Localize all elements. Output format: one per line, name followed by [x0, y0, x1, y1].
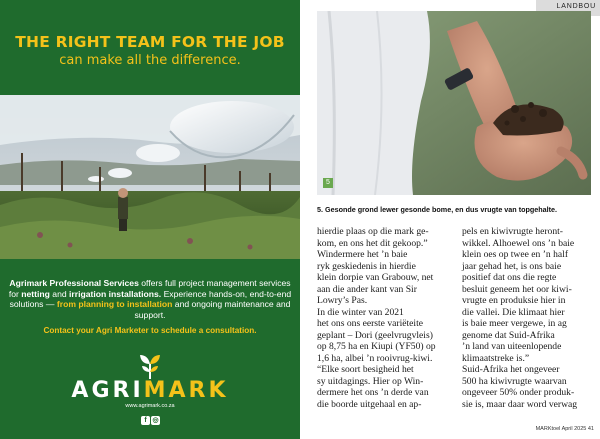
text-line: wikkel. Alhoewel ons ’n baie — [462, 237, 575, 249]
ad-subheadline: can make all the difference. — [59, 53, 241, 68]
text-line: 1,6 ha, albei ’n rooivrug-kiwi. — [317, 352, 433, 364]
text-line: Suid-Afrika het ongeveer — [462, 364, 560, 375]
text-line: Lowry’s Pas. — [317, 295, 368, 306]
ad-body-part: offers full project management services for — [8, 278, 291, 299]
text-line: genome dat Suid-Afrika — [462, 329, 555, 341]
text-line: die vallei. Die klimaat hier — [462, 306, 565, 318]
photo-caption: 5. Gesonde grond lewer gesonde bome, en dus vrugte van topgehalte. — [317, 205, 558, 214]
text-line: die boorde uitgehaal en ap- — [317, 398, 422, 410]
ad-netting: netting — [21, 288, 50, 299]
ad-irrigation: irrigation installations. — [69, 288, 162, 299]
section-label: LANDBOU — [556, 3, 596, 10]
text-line: vrugte en produksie hier in — [462, 295, 566, 306]
logo-part-mark: MARK — [143, 378, 229, 403]
soil-in-hand-photo — [317, 11, 591, 195]
text-line: aan die ander kant van Sir — [317, 283, 417, 295]
ad-call-to-action: Contact your Agri Marketer to schedule a consultation. — [43, 326, 257, 335]
text-line: ’n land van uiteenlopende — [462, 341, 562, 352]
text-line: 500 ha kiwivrugte waarvan — [462, 375, 567, 387]
text-line: positief dat ons die regte — [462, 272, 557, 283]
ad-body-part: and ongoing maintenance and support. — [134, 299, 291, 320]
text-line: klein dorpie van Grabouw, net — [317, 272, 434, 283]
ad-brand-name: Agrimark Professional Services — [9, 278, 139, 288]
text-line: klein oes op twee en ’n half — [462, 249, 569, 260]
ad-body-part: and — [49, 288, 70, 299]
text-line: geplant – Dori (geelvrugvleis) — [317, 329, 433, 341]
text-line: het ons ons eerste variëteite — [317, 318, 424, 329]
logo-part-agri: AGRI — [71, 378, 144, 403]
text-line: is baie meer vergewe, in ag — [462, 318, 567, 329]
ad-planning: from planning to installation — [56, 299, 173, 310]
text-line: ryk geskiedenis in hierdie — [317, 260, 416, 272]
text-line: ongeveer 50% onder produk- — [462, 387, 575, 398]
text-line: op 8,75 ha en Kiupi (YF50) op — [317, 341, 436, 352]
text-line: dermere het ons ’n derde van — [317, 387, 429, 398]
article-column-1 — [317, 226, 455, 410]
text-line: pels en kiwivrugte heront- — [462, 226, 563, 237]
text-line: “Elke soort besigheid het — [317, 364, 414, 375]
text-line: sie is, maar daar word verwag — [462, 398, 578, 410]
agrimark-leaf-icon — [137, 352, 163, 380]
page-footer: MARKtoel April 2025 41 — [535, 426, 594, 432]
text-line: besluit geneem het oor kiwi- — [462, 283, 572, 295]
text-line: jaar gehad het, is ons baie — [462, 260, 562, 272]
facebook-icon[interactable]: f — [141, 416, 150, 425]
text-line: kom, en ons het dit gekoop.” — [317, 237, 428, 249]
article-column-2 — [462, 226, 600, 410]
ad-body-part: Experience hands-on, end-to-end solutions — — [9, 288, 292, 310]
text-line: In die winter van 2021 — [317, 306, 404, 318]
text-line: sy uitdagings. Hier op Win- — [317, 375, 424, 387]
ad-headline: THE RIGHT TEAM FOR THE JOB — [15, 33, 285, 51]
instagram-icon[interactable]: ◎ — [152, 417, 159, 424]
ad-body-text — [8, 278, 292, 320]
ad-website-url[interactable]: www.agrimark.co.za — [125, 403, 175, 409]
text-line: hierdie plaas op die mark ge- — [317, 226, 429, 237]
agrimark-logo — [0, 378, 300, 403]
photo-number-badge: 5 — [323, 178, 333, 188]
text-line: klimaatstreke is.” — [462, 352, 530, 364]
text-line: Windermere het ’n baie — [317, 249, 408, 260]
orchard-netting-photo — [0, 95, 300, 259]
